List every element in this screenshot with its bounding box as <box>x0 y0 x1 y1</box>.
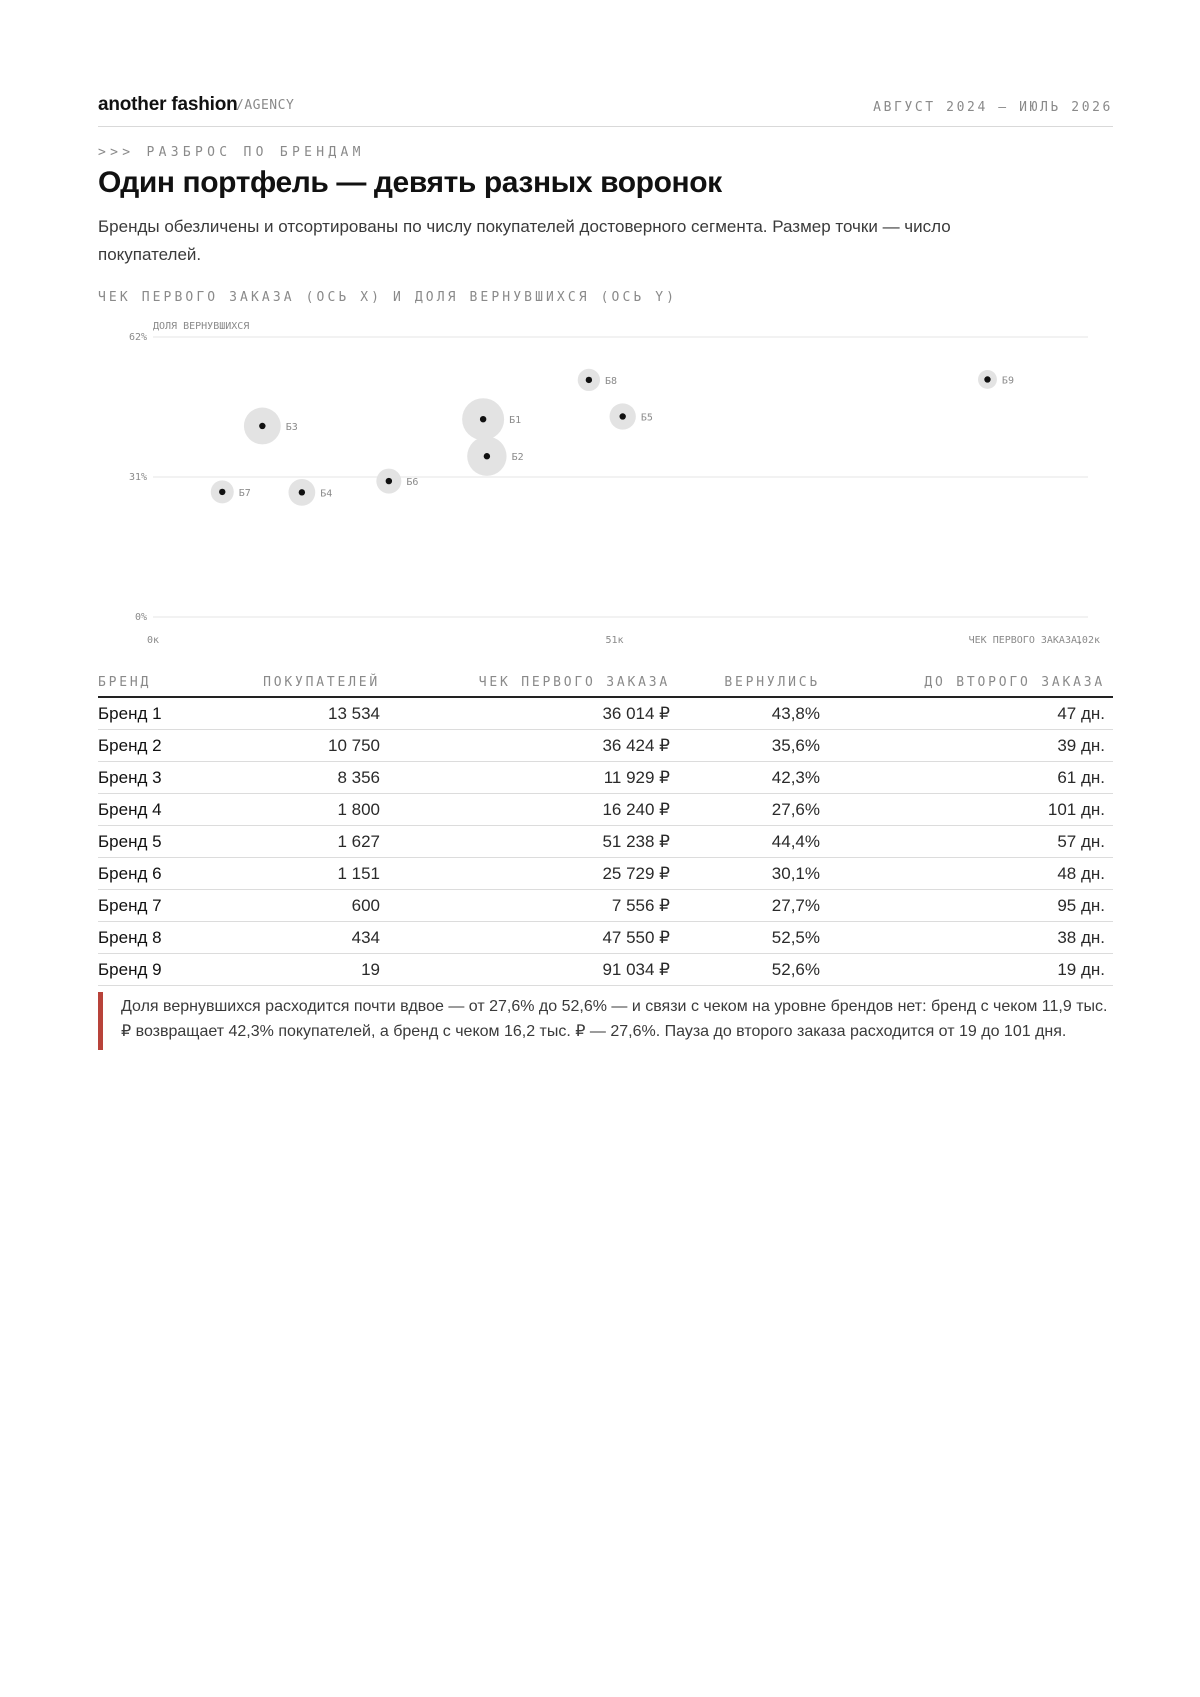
table-row <box>98 954 1113 986</box>
cell-first-check: 47 550 ₽ <box>388 922 678 954</box>
col-header-days-to-second: ДО ВТОРОГО ЗАКАЗА <box>828 662 1113 697</box>
table-row <box>98 794 1113 826</box>
point-label: Б1 <box>509 415 522 427</box>
cell-returned: 44,4% <box>678 826 828 858</box>
cell-first-check: 36 014 ₽ <box>388 697 678 730</box>
cell-days-to-second: 61 дн. <box>828 762 1113 794</box>
point-label: Б4 <box>320 488 333 500</box>
section-kicker: >>> РАЗБРОС ПО БРЕНДАМ <box>98 145 365 160</box>
col-header-brand: БРЕНД <box>98 662 208 697</box>
point-label: Б7 <box>238 487 251 499</box>
cell-returned: 42,3% <box>678 762 828 794</box>
cell-buyers: 13 534 <box>208 697 388 730</box>
cell-buyers: 434 <box>208 922 388 954</box>
cell-days-to-second: 39 дн. <box>828 730 1113 762</box>
brands-table-wrap <box>98 662 1113 986</box>
cell-returned: 43,8% <box>678 697 828 730</box>
col-header-first-check: ЧЕК ПЕРВОГО ЗАКАЗА <box>388 662 678 697</box>
table-row <box>98 858 1113 890</box>
point-label: Б6 <box>406 477 419 489</box>
cell-first-check: 91 034 ₽ <box>388 954 678 986</box>
cell-days-to-second: 48 дн. <box>828 858 1113 890</box>
cell-first-check: 11 929 ₽ <box>388 762 678 794</box>
y-axis-label: ДОЛЯ ВЕРНУВШИХСЯ <box>153 321 250 332</box>
scatter-chart-svg <box>98 312 1113 652</box>
cell-brand: Бренд 8 <box>98 922 208 954</box>
point-dot <box>484 453 490 459</box>
cell-returned: 30,1% <box>678 858 828 890</box>
cell-buyers: 19 <box>208 954 388 986</box>
cell-first-check: 16 240 ₽ <box>388 794 678 826</box>
cell-buyers: 600 <box>208 890 388 922</box>
cell-brand: Бренд 7 <box>98 890 208 922</box>
cell-brand: Бренд 1 <box>98 697 208 730</box>
point-dot <box>619 413 625 419</box>
cell-buyers: 8 356 <box>208 762 388 794</box>
y-tick-label: 62% <box>128 332 147 343</box>
section-lead: Бренды обезличены и отсортированы по числу покупателей достоверного сегмента. Размер точки — число покупателей. <box>98 217 951 264</box>
cell-buyers: 10 750 <box>208 730 388 762</box>
x-axis-label: ЧЕК ПЕРВОГО ЗАКАЗА, <box>968 635 1083 646</box>
table-row <box>98 826 1113 858</box>
report-period: АВГУСТ 2024 — ИЮЛЬ 2026 <box>873 100 1113 115</box>
cell-returned: 35,6% <box>678 730 828 762</box>
col-header-returned: ВЕРНУЛИСЬ <box>678 662 828 697</box>
point-label: Б8 <box>605 375 618 387</box>
x-tick-label: 102к <box>1075 635 1100 646</box>
cell-returned: 27,7% <box>678 890 828 922</box>
chart-caption: ЧЕК ПЕРВОГО ЗАКАЗА (ОСЬ X) И ДОЛЯ ВЕРНУВШИХСЯ (ОСЬ Y) <box>98 290 678 305</box>
point-label: Б5 <box>640 412 653 424</box>
point-dot <box>586 377 592 383</box>
table-row <box>98 697 1113 730</box>
cell-brand: Бренд 9 <box>98 954 208 986</box>
point-dot <box>219 489 225 495</box>
point-label: Б3 <box>285 421 298 433</box>
cell-brand: Бренд 4 <box>98 794 208 826</box>
table-row <box>98 730 1113 762</box>
table-row <box>98 922 1113 954</box>
cell-returned: 52,6% <box>678 954 828 986</box>
cell-first-check: 51 238 ₽ <box>388 826 678 858</box>
point-dot <box>386 478 392 484</box>
y-tick-label: 0% <box>134 612 147 623</box>
cell-brand: Бренд 3 <box>98 762 208 794</box>
cell-returned: 52,5% <box>678 922 828 954</box>
point-label: Б9 <box>1001 375 1014 387</box>
brand-name: another fashion <box>98 94 238 115</box>
cell-buyers: 1 627 <box>208 826 388 858</box>
cell-buyers: 1 151 <box>208 858 388 890</box>
page-header <box>98 92 1113 127</box>
section-title: Один портфель — девять разных воронок <box>98 166 722 199</box>
point-dot <box>984 376 990 382</box>
cell-first-check: 36 424 ₽ <box>388 730 678 762</box>
table-header-row <box>98 662 1113 697</box>
cell-returned: 27,6% <box>678 794 828 826</box>
cell-days-to-second: 38 дн. <box>828 922 1113 954</box>
cell-days-to-second: 95 дн. <box>828 890 1113 922</box>
cell-days-to-second: 101 дн. <box>828 794 1113 826</box>
point-label: Б2 <box>511 452 524 464</box>
insight-note: Доля вернувшихся расходится почти вдвое — от 27,6% до 52,6% — и связи с чеком на уровне брендов нет: бренд с чеком 11,9 тыс. ₽ возвращает 42,3% покупателей, а бренд с чеком 16,2 тыс. ₽ — 27,6%. Пауза до второго заказа расходится от 19 до 101 дня. <box>98 992 1113 1050</box>
y-tick-label: 31% <box>128 472 147 483</box>
brands-table <box>98 662 1113 986</box>
point-dot <box>259 423 265 429</box>
point-dot <box>480 416 486 422</box>
cell-days-to-second: 47 дн. <box>828 697 1113 730</box>
cell-brand: Бренд 6 <box>98 858 208 890</box>
table-row <box>98 762 1113 794</box>
cell-days-to-second: 19 дн. <box>828 954 1113 986</box>
cell-first-check: 7 556 ₽ <box>388 890 678 922</box>
cell-brand: Бренд 2 <box>98 730 208 762</box>
point-dot <box>299 489 305 495</box>
cell-days-to-second: 57 дн. <box>828 826 1113 858</box>
agency-label: /AGENCY <box>236 98 295 113</box>
x-tick-label: 0к <box>147 635 160 646</box>
table-row <box>98 890 1113 922</box>
cell-buyers: 1 800 <box>208 794 388 826</box>
scatter-chart <box>98 312 1113 652</box>
col-header-buyers: ПОКУПАТЕЛЕЙ <box>208 662 388 697</box>
cell-brand: Бренд 5 <box>98 826 208 858</box>
x-tick-label: 51к <box>605 635 624 646</box>
cell-first-check: 25 729 ₽ <box>388 858 678 890</box>
